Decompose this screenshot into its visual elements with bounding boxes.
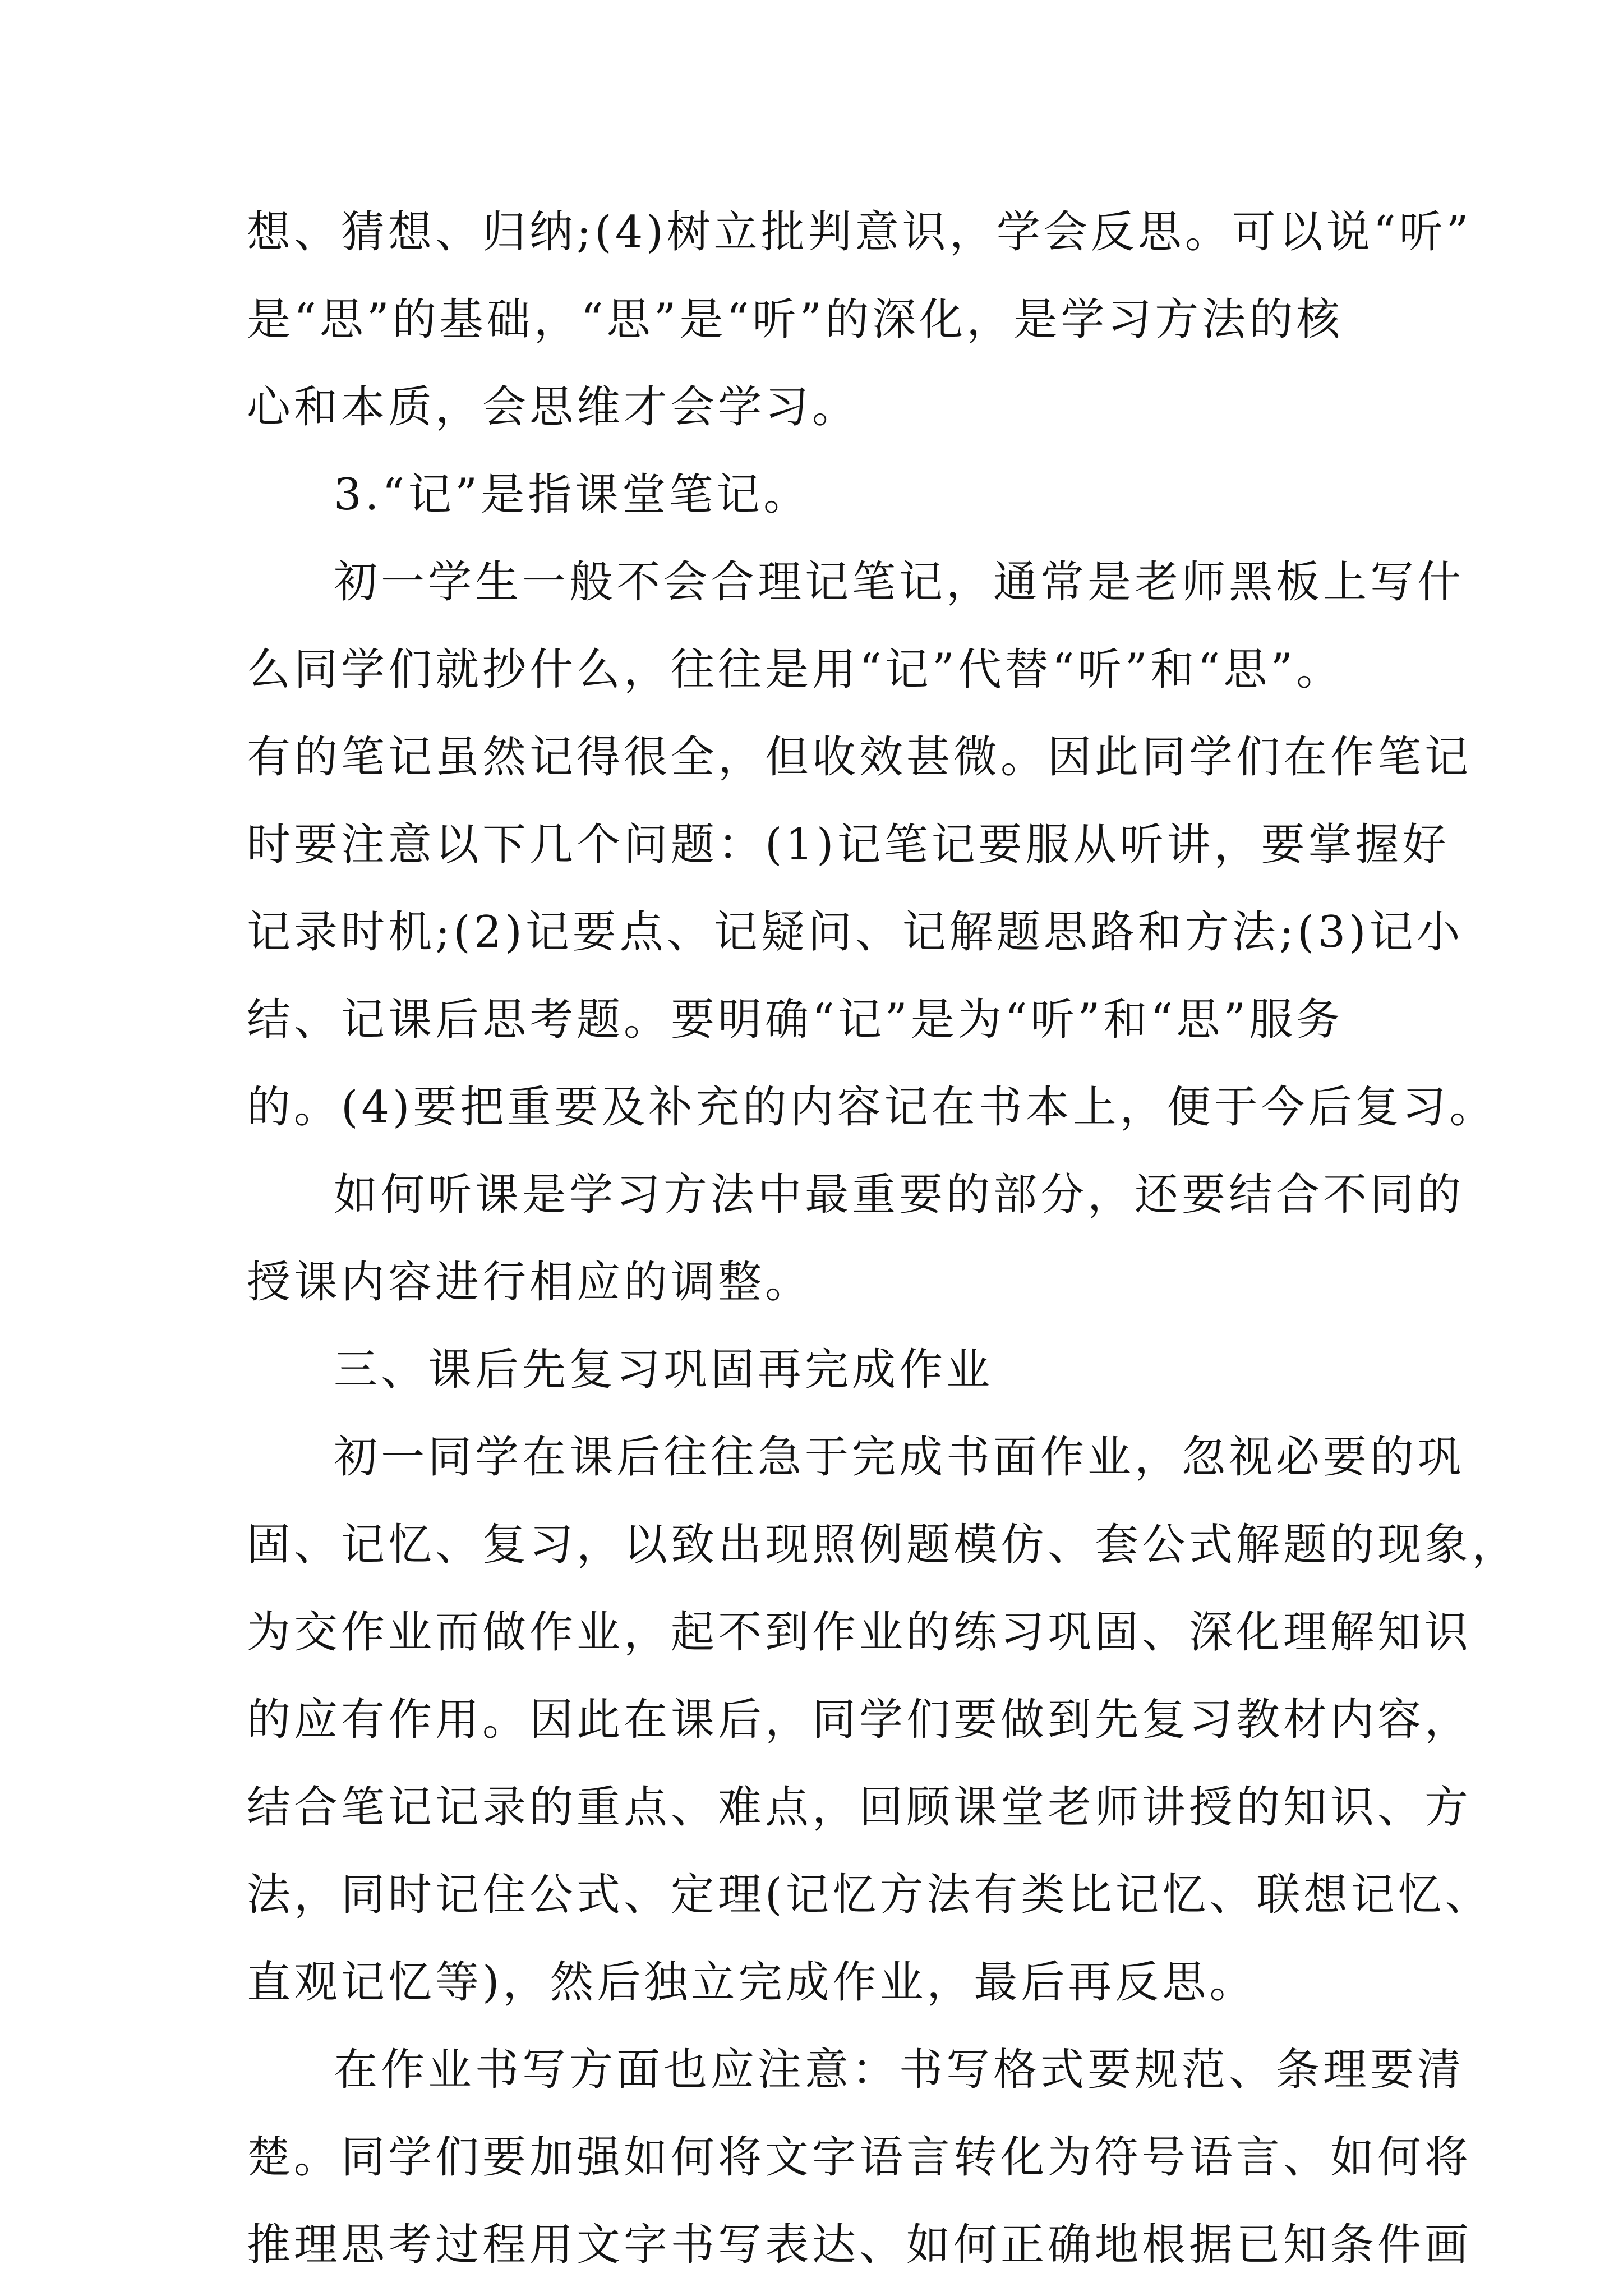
paragraph-line: 楚。同学们要加强如何将文字语言转化为符号语言、如何将 [247,2132,1472,2183]
paragraph-line: 的。(4)要把重要及补充的内容记在书本上，便于今后复习。 [247,1082,1497,1133]
paragraph-line: 有的笔记虽然记得很全，但收效甚微。因此同学们在作笔记 [247,732,1472,783]
paragraph-line: 结合笔记记录的重点、难点，回顾课堂老师讲授的知识、方 [247,1782,1472,1833]
paragraph-line: 的应有作用。因此在课后，同学们要做到先复习教材内容， [247,1695,1472,1745]
paragraph-line: 初一同学在课后往往急于完成书面作业，忽视必要的巩 [334,1432,1465,1483]
paragraph-line: 想、猜想、归纳;(4)树立批判意识，学会反思。可以说“听” [247,207,1472,257]
paragraph-line: 在作业书写方面也应注意：书写格式要规范、条理要清 [334,2045,1465,2095]
paragraph-line: 为交作业而做作业，起不到作业的练习巩固、深化理解知识 [247,1607,1472,1658]
paragraph-line: 如何听课是学习方法中最重要的部分，还要结合不同的 [334,1170,1465,1220]
paragraph-line: 记录时机;(2)记要点、记疑问、记解题思路和方法;(3)记小 [247,907,1464,958]
paragraph-line: 心和本质，会思维才会学习。 [247,382,860,432]
paragraph-line: 结、记课后思考题。要明确“记”是为“听”和“思”服务 [247,995,1344,1045]
section-heading: 3.“记”是指课堂笔记。 [334,470,811,520]
paragraph-line: 么同学们就抄什么，往往是用“记”代替“听”和“思”。 [247,645,1344,695]
paragraph-line: 推理思考过程用文字书写表达、如何正确地根据已知条件画 [247,2220,1472,2270]
paragraph-line: 固、记忆、复习，以致出现照例题模仿、套公式解题的现象， [247,1520,1519,1570]
paragraph-line: 时要注意以下几个问题：(1)记笔记要服从听讲，要掌握好 [247,820,1450,870]
paragraph-line: 法，同时记住公式、定理(记忆方法有类比记忆、联想记忆、 [247,1870,1492,1920]
section-heading: 三、课后先复习巩固再完成作业 [334,1345,994,1395]
paragraph-line: 是“思”的基础，“思”是“听”的深化，是学习方法的核 [247,295,1344,345]
paragraph-line: 直观记忆等)，然后独立完成作业，最后再反思。 [247,1957,1257,2008]
paragraph-line: 初一学生一般不会合理记笔记，通常是老师黑板上写什 [334,557,1465,608]
paragraph-line: 授课内容进行相应的调整。 [247,1257,813,1308]
